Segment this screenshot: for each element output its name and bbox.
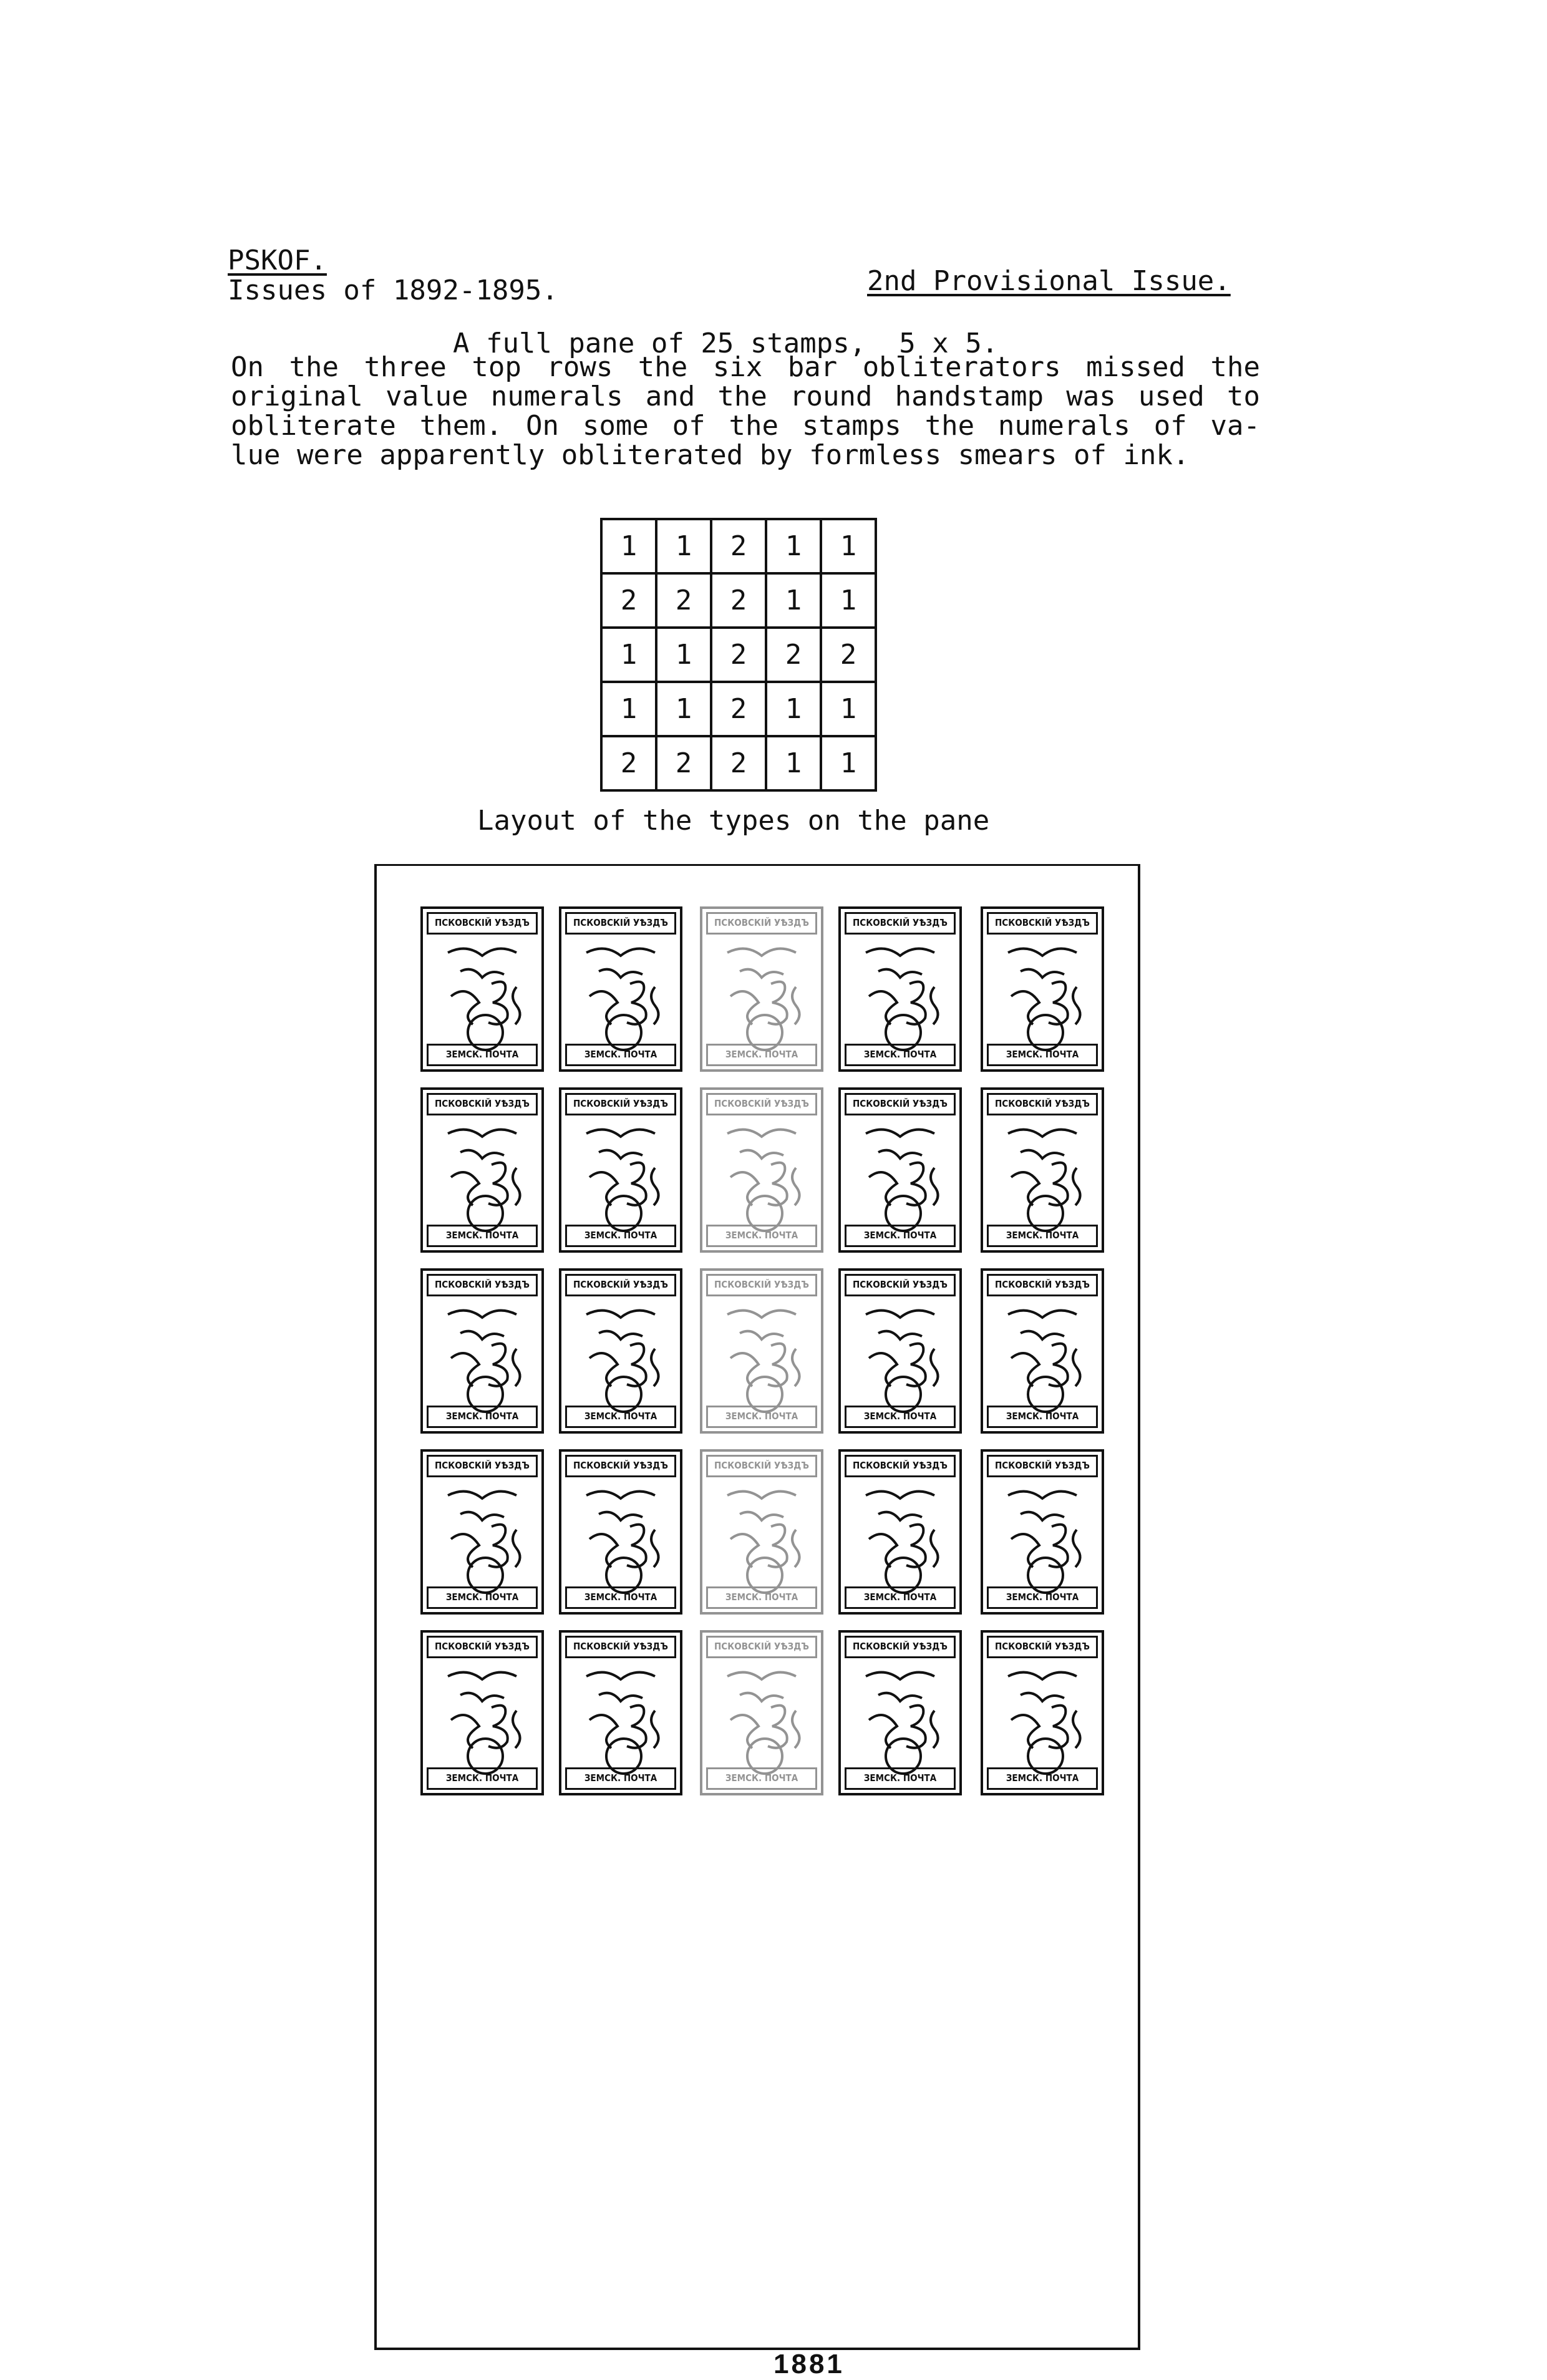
stamp <box>559 1449 682 1615</box>
stamp <box>838 1630 962 1795</box>
description-paragraph <box>231 352 1260 470</box>
stamp <box>981 1087 1104 1253</box>
stamp-bottom-inscription: ЗЕМСК. ПОЧТА <box>706 1406 817 1428</box>
type-cell: 1 <box>766 736 821 790</box>
type-cell: 1 <box>601 519 656 573</box>
stamp-bottom-inscription: ЗЕМСК. ПОЧТА <box>565 1225 676 1247</box>
stamp-top-inscription: ПСКОВСКIЙ УѢЗДЪ <box>987 1274 1098 1296</box>
paragraph-line: original value numerals and the round handstamp was used to <box>231 381 1260 412</box>
stamp-bottom-inscription: ЗЕМСК. ПОЧТА <box>565 1044 676 1066</box>
type-cell: 1 <box>656 628 711 682</box>
stamp-bottom-inscription: ЗЕМСК. ПОЧТА <box>706 1767 817 1790</box>
stamp <box>420 1449 544 1615</box>
stamp <box>700 1268 823 1434</box>
stamp <box>559 1087 682 1253</box>
types-row <box>601 573 876 628</box>
stamp-top-inscription: ПСКОВСКIЙ УѢЗДЪ <box>706 912 817 935</box>
type-cell: 1 <box>821 682 876 736</box>
stamp-top-inscription: ПСКОВСКIЙ УѢЗДЪ <box>427 1093 538 1115</box>
page-number: 1881 <box>774 2349 845 2379</box>
type-cell: 2 <box>821 628 876 682</box>
stamp <box>420 1630 544 1795</box>
type-cell: 2 <box>656 573 711 628</box>
stamp-bottom-inscription: ЗЕМСК. ПОЧТА <box>565 1406 676 1428</box>
stamp-bottom-inscription: ЗЕМСК. ПОЧТА <box>845 1767 956 1790</box>
stamp <box>700 1087 823 1253</box>
stamp-bottom-inscription: ЗЕМСК. ПОЧТА <box>987 1767 1098 1790</box>
type-cell: 2 <box>601 736 656 790</box>
types-row <box>601 519 876 573</box>
stamp-bottom-inscription: ЗЕМСК. ПОЧТА <box>706 1225 817 1247</box>
type-cell: 2 <box>711 682 766 736</box>
stamp-top-inscription: ПСКОВСКIЙ УѢЗДЪ <box>565 1636 676 1658</box>
paragraph-line: obliterate them. On some of the stamps the numerals of va- <box>231 410 1260 442</box>
paragraph-line: lue were apparently obliterated by formless smears of ink. <box>231 439 1190 471</box>
type-cell: 1 <box>601 628 656 682</box>
issues-heading: Issues of 1892-1895. <box>228 274 558 306</box>
stamp-top-inscription: ПСКОВСКIЙ УѢЗДЪ <box>987 1455 1098 1477</box>
stamp-top-inscription: ПСКОВСКIЙ УѢЗДЪ <box>845 1274 956 1296</box>
stamp-top-inscription: ПСКОВСКIЙ УѢЗДЪ <box>565 912 676 935</box>
stamp <box>838 1449 962 1615</box>
stamp-top-inscription: ПСКОВСКIЙ УѢЗДЪ <box>706 1093 817 1115</box>
type-cell: 1 <box>821 573 876 628</box>
stamp-bottom-inscription: ЗЕМСК. ПОЧТА <box>845 1406 956 1428</box>
provisional-heading: 2nd Provisional Issue. <box>867 265 1231 297</box>
stamp-bottom-inscription: ЗЕМСК. ПОЧТА <box>706 1586 817 1609</box>
stamp-bottom-inscription: ЗЕМСК. ПОЧТА <box>706 1044 817 1066</box>
stamp-top-inscription: ПСКОВСКIЙ УѢЗДЪ <box>565 1455 676 1477</box>
stamp-bottom-inscription: ЗЕМСК. ПОЧТА <box>845 1044 956 1066</box>
stamp <box>420 1268 544 1434</box>
stamp-bottom-inscription: ЗЕМСК. ПОЧТА <box>845 1225 956 1247</box>
type-cell: 2 <box>711 736 766 790</box>
layout-caption: Layout of the types on the pane <box>477 805 990 837</box>
type-cell: 1 <box>766 519 821 573</box>
stamp-top-inscription: ПСКОВСКIЙ УѢЗДЪ <box>706 1636 817 1658</box>
stamp-bottom-inscription: ЗЕМСК. ПОЧТА <box>565 1586 676 1609</box>
type-cell: 1 <box>656 519 711 573</box>
stamp-top-inscription: ПСКОВСКIЙ УѢЗДЪ <box>565 1274 676 1296</box>
stamp-top-inscription: ПСКОВСКIЙ УѢЗДЪ <box>565 1093 676 1115</box>
stamp-bottom-inscription: ЗЕМСК. ПОЧТА <box>427 1044 538 1066</box>
types-row <box>601 628 876 682</box>
stamp-top-inscription: ПСКОВСКIЙ УѢЗДЪ <box>845 1455 956 1477</box>
stamp-bottom-inscription: ЗЕМСК. ПОЧТА <box>565 1767 676 1790</box>
stamp-bottom-inscription: ЗЕМСК. ПОЧТА <box>427 1767 538 1790</box>
stamp-top-inscription: ПСКОВСКIЙ УѢЗДЪ <box>706 1455 817 1477</box>
type-cell: 2 <box>711 519 766 573</box>
types-layout-table <box>600 518 877 792</box>
stamp-bottom-inscription: ЗЕМСК. ПОЧТА <box>987 1044 1098 1066</box>
stamp <box>559 906 682 1072</box>
stamp <box>559 1268 682 1434</box>
stamp-bottom-inscription: ЗЕМСК. ПОЧТА <box>427 1225 538 1247</box>
stamp-top-inscription: ПСКОВСКIЙ УѢЗДЪ <box>845 1636 956 1658</box>
types-row <box>601 682 876 736</box>
stamp <box>981 1449 1104 1615</box>
stamp <box>981 1630 1104 1795</box>
stamp <box>559 1630 682 1795</box>
stamp <box>838 1087 962 1253</box>
stamp-bottom-inscription: ЗЕМСК. ПОЧТА <box>987 1406 1098 1428</box>
type-cell: 1 <box>601 682 656 736</box>
stamp <box>981 906 1104 1072</box>
country-heading: PSKOF. <box>228 245 327 276</box>
types-row <box>601 736 876 790</box>
type-cell: 2 <box>766 628 821 682</box>
stamp <box>700 1630 823 1795</box>
stamp-top-inscription: ПСКОВСКIЙ УѢЗДЪ <box>427 1274 538 1296</box>
stamp <box>838 1268 962 1434</box>
type-cell: 1 <box>821 736 876 790</box>
stamp <box>700 906 823 1072</box>
type-cell: 1 <box>766 573 821 628</box>
stamp-top-inscription: ПСКОВСКIЙ УѢЗДЪ <box>845 1093 956 1115</box>
stamp-pane-image <box>374 864 1140 2350</box>
paragraph-line: On the three top rows the six bar obliterators missed the <box>231 351 1260 383</box>
stamp-bottom-inscription: ЗЕМСК. ПОЧТА <box>987 1586 1098 1609</box>
stamp-bottom-inscription: ЗЕМСК. ПОЧТА <box>427 1406 538 1428</box>
intro-line: A full pane of 25 stamps, 5 x 5. <box>453 328 999 359</box>
stamp-top-inscription: ПСКОВСКIЙ УѢЗДЪ <box>427 912 538 935</box>
stamp <box>981 1268 1104 1434</box>
stamp-top-inscription: ПСКОВСКIЙ УѢЗДЪ <box>987 912 1098 935</box>
type-cell: 2 <box>656 736 711 790</box>
stamp-top-inscription: ПСКОВСКIЙ УѢЗДЪ <box>427 1455 538 1477</box>
stamp <box>700 1449 823 1615</box>
type-cell: 1 <box>766 682 821 736</box>
stamp-top-inscription: ПСКОВСКIЙ УѢЗДЪ <box>427 1636 538 1658</box>
stamp-top-inscription: ПСКОВСКIЙ УѢЗДЪ <box>845 912 956 935</box>
type-cell: 2 <box>711 573 766 628</box>
stamp-bottom-inscription: ЗЕМСК. ПОЧТА <box>987 1225 1098 1247</box>
stamp-top-inscription: ПСКОВСКIЙ УѢЗДЪ <box>987 1636 1098 1658</box>
type-cell: 2 <box>601 573 656 628</box>
type-cell: 1 <box>821 519 876 573</box>
stamp-bottom-inscription: ЗЕМСК. ПОЧТА <box>427 1586 538 1609</box>
stamp <box>838 906 962 1072</box>
type-cell: 1 <box>656 682 711 736</box>
stamp <box>420 1087 544 1253</box>
stamp-top-inscription: ПСКОВСКIЙ УѢЗДЪ <box>987 1093 1098 1115</box>
stamp-bottom-inscription: ЗЕМСК. ПОЧТА <box>845 1586 956 1609</box>
stamp-top-inscription: ПСКОВСКIЙ УѢЗДЪ <box>706 1274 817 1296</box>
stamp <box>420 906 544 1072</box>
type-cell: 2 <box>711 628 766 682</box>
